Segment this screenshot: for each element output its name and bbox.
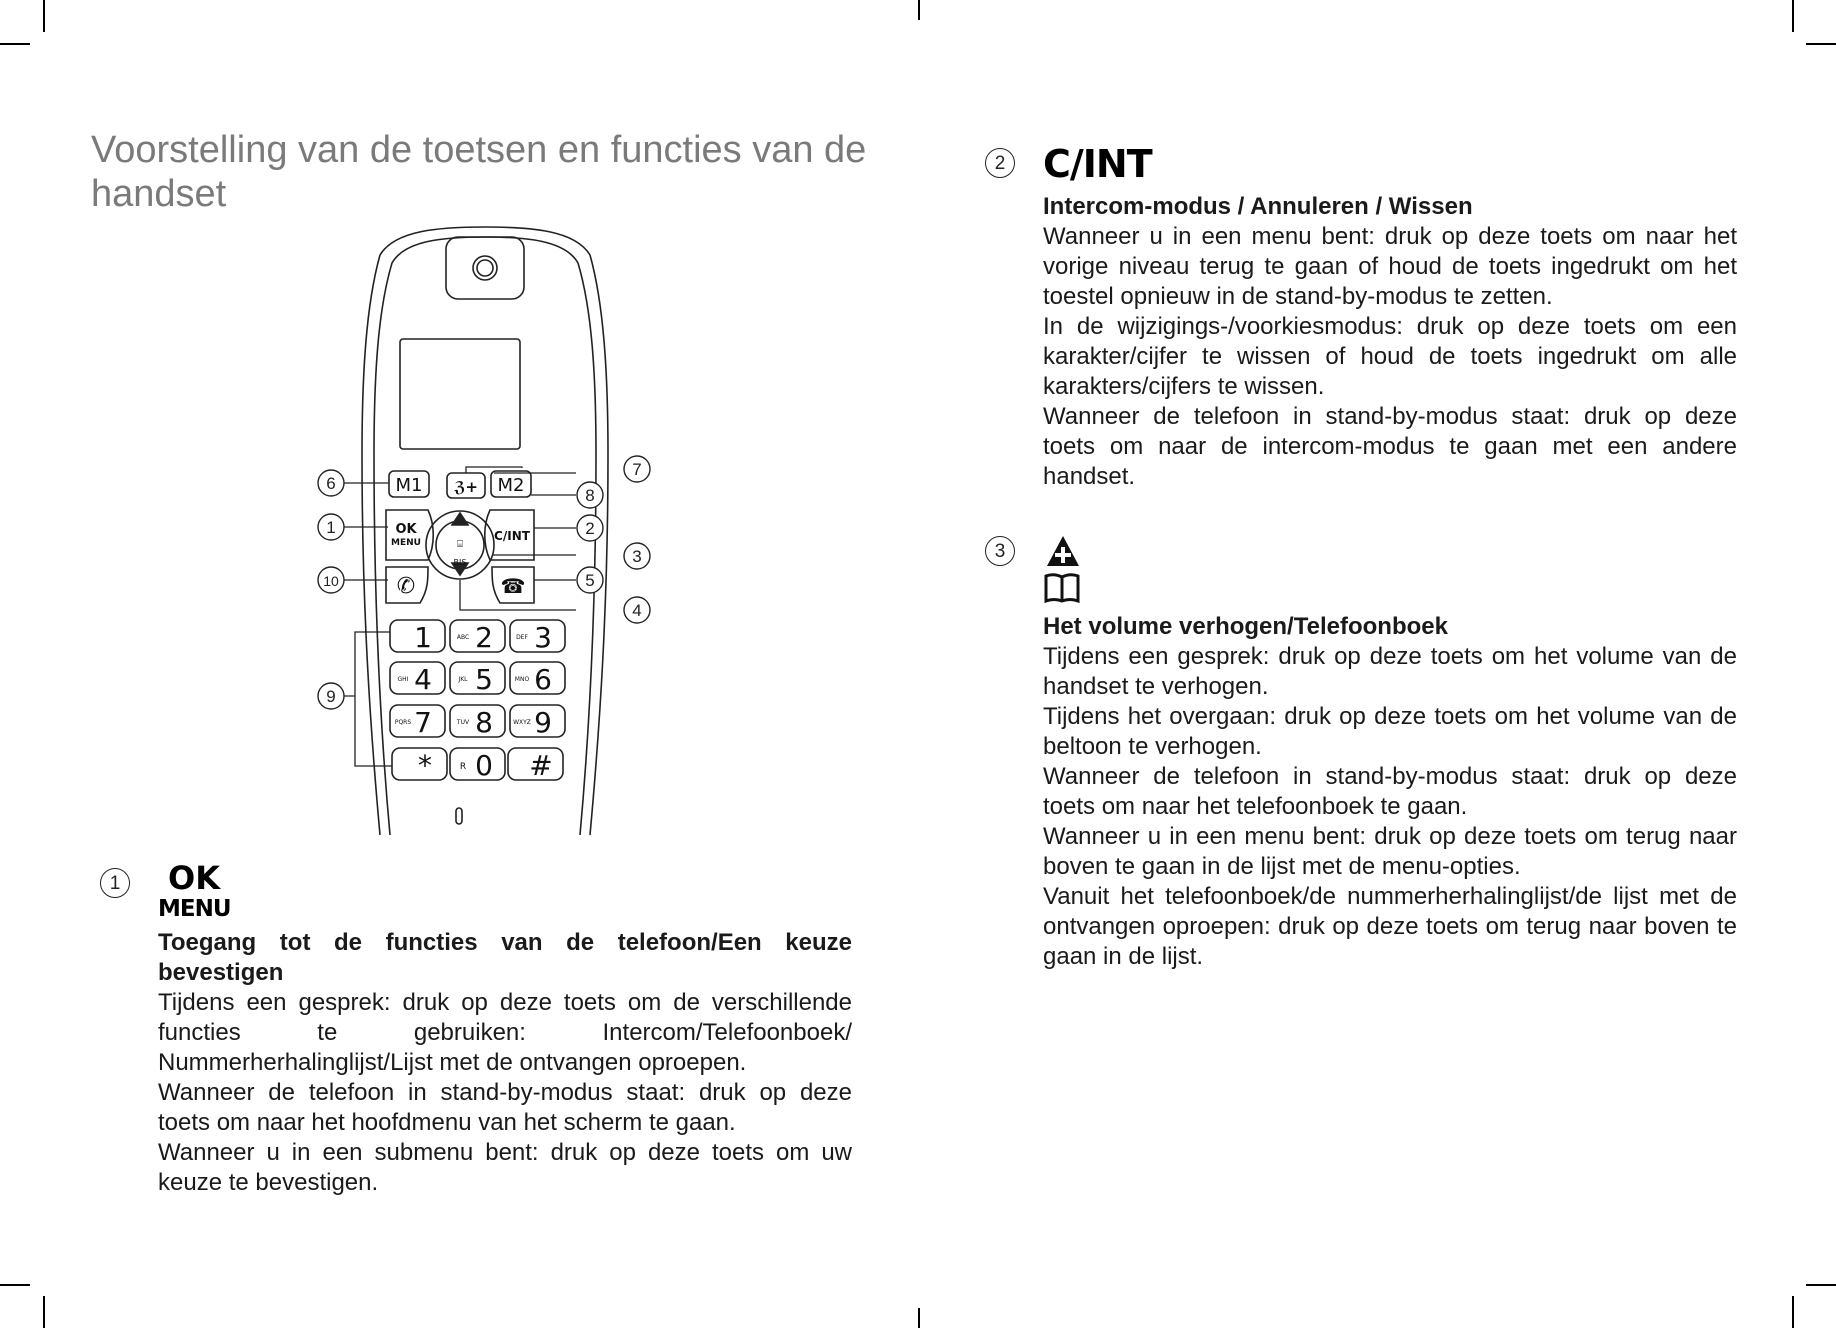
section-paragraph: Tijdens een gesprek: druk op deze toets om de verschillende functies te gebruiken: Intercom/Telefoonboek/ Nummerherhalinglijst/Lijst met de ontvangen oproepen. (158, 989, 852, 1076)
key-digit: # (529, 749, 553, 782)
key-letters: TUV (456, 719, 470, 726)
key-digit: 9 (534, 706, 552, 739)
c-int-key-symbol: C/INT (1043, 142, 1152, 186)
callout-label: 9 (326, 687, 336, 706)
hearing-icon: ℨ+ (453, 478, 479, 496)
key-letters: PQRS (394, 719, 412, 726)
section-heading: Het volume verhogen/Telefoonboek (1043, 613, 1448, 640)
key-digit: 2 (475, 621, 493, 654)
key-digit: 3 (534, 621, 552, 654)
key-letters: JKL (458, 676, 468, 683)
callout-label: 2 (585, 519, 595, 538)
callout-label: 6 (326, 474, 336, 493)
crop-mark (1792, 1296, 1794, 1328)
volume-up-icon (1045, 534, 1081, 568)
microphone (456, 808, 462, 824)
crop-mark (1792, 0, 1794, 32)
section-number: 3 (985, 536, 1015, 566)
section-heading: Intercom-modus / Annuleren / Wissen (1043, 193, 1473, 220)
call-icon: ✆ (396, 574, 416, 599)
callout-label: 1 (326, 518, 336, 537)
m2-label: M2 (497, 475, 525, 496)
page-title: Voorstelling van de toetsen en functies van de handset (91, 129, 867, 215)
section-paragraph: Wanneer de telefoon in stand-by-modus staat: druk op deze toets om naar de intercom-modus te gaan met een andere handset. (1043, 403, 1737, 490)
crop-mark (1806, 1284, 1836, 1286)
section-paragraph: Wanneer de telefoon in stand-by-modus staat: druk op deze toets om naar het hoofdmenu van het scherm te gaan. (158, 1079, 852, 1136)
key-letters: WXYZ (513, 719, 531, 726)
ok-label: OK (395, 522, 417, 537)
callout-label: 8 (585, 486, 595, 505)
crop-mark (0, 1284, 30, 1286)
callout-label: 7 (632, 460, 642, 479)
key-digit: 4 (414, 663, 432, 696)
crop-mark (0, 43, 30, 45)
earpiece (446, 237, 524, 299)
key-letters: GHI (397, 676, 409, 683)
bis-label: BIS (453, 558, 467, 567)
phonebook-icon: ⌸ (457, 539, 463, 550)
crop-mark (1806, 43, 1836, 45)
c-int-label: C/INT (494, 529, 530, 543)
key-letters: ABC (456, 634, 470, 641)
ok-key-symbol: OK (168, 859, 220, 897)
section-paragraph: In de wijzigings-/voorkiesmodus: druk op deze toets om een karakter/cijfer te wissen of houd de toets ingedrukt om alle karakters/cijfers te wissen. (1043, 313, 1737, 400)
section-paragraph: Wanneer u in een submenu bent: druk op deze toets om uw keuze te bevestigen. (158, 1139, 852, 1196)
callout-label: 10 (323, 573, 339, 589)
m1-label: M1 (395, 475, 423, 496)
section-number: 1 (100, 868, 130, 898)
section-paragraph: Wanneer u in een menu bent: druk op deze toets om terug naar boven te gaan in de lijst met de menu-opties. (1043, 823, 1737, 880)
section-heading: Toegang tot de functies van de telefoon/Een keuze bevestigen (158, 929, 852, 986)
section-paragraph: Wanneer de telefoon in stand-by-modus staat: druk op deze toets om naar het telefoonboek te gaan. (1043, 763, 1737, 820)
key-digit: 1 (414, 621, 432, 654)
section-paragraph: Tijdens het overgaan: druk op deze toets om het volume van de beltoon te verhogen. (1043, 703, 1737, 760)
key-digit: * (418, 749, 432, 782)
callout-label: 4 (632, 601, 642, 620)
key-digit: 0 (475, 749, 493, 782)
crop-mark (43, 1296, 45, 1328)
section-number: 2 (985, 148, 1015, 178)
hangup-icon: ☎ (500, 574, 526, 598)
crop-mark (43, 0, 45, 32)
handset-diagram (300, 225, 670, 845)
key-digit: 5 (475, 663, 493, 696)
menu-label: MENU (391, 538, 421, 548)
key-letters: R (459, 762, 467, 772)
key-letters: MNO (514, 676, 530, 683)
callout-label: 5 (585, 571, 595, 590)
key-letters: DEF (516, 634, 528, 641)
section-paragraph: Wanneer u in een menu bent: druk op deze toets om naar het vorige niveau terug te gaan of houd de toets ingedrukt om het toestel opnieuw in de stand-by-modus te zetten. (1043, 223, 1737, 310)
display-screen (400, 339, 520, 449)
section-paragraph: Tijdens een gesprek: druk op deze toets om het volume van de handset te verhogen. (1043, 643, 1737, 700)
crop-mark (918, 0, 920, 20)
key-digit: 6 (534, 663, 552, 696)
key-digit: 7 (414, 706, 432, 739)
section-paragraph: Vanuit het telefoonboek/de nummerherhalinglijst/de lijst met de ontvangen oproepen: druk op deze toets om terug naar boven te gaan in de lijst. (1043, 883, 1737, 970)
phonebook-icon (1043, 572, 1081, 604)
key-digit: 8 (475, 706, 493, 739)
menu-key-symbol: MENU (158, 896, 231, 922)
crop-mark (918, 1308, 920, 1328)
callout-label: 3 (632, 547, 642, 566)
